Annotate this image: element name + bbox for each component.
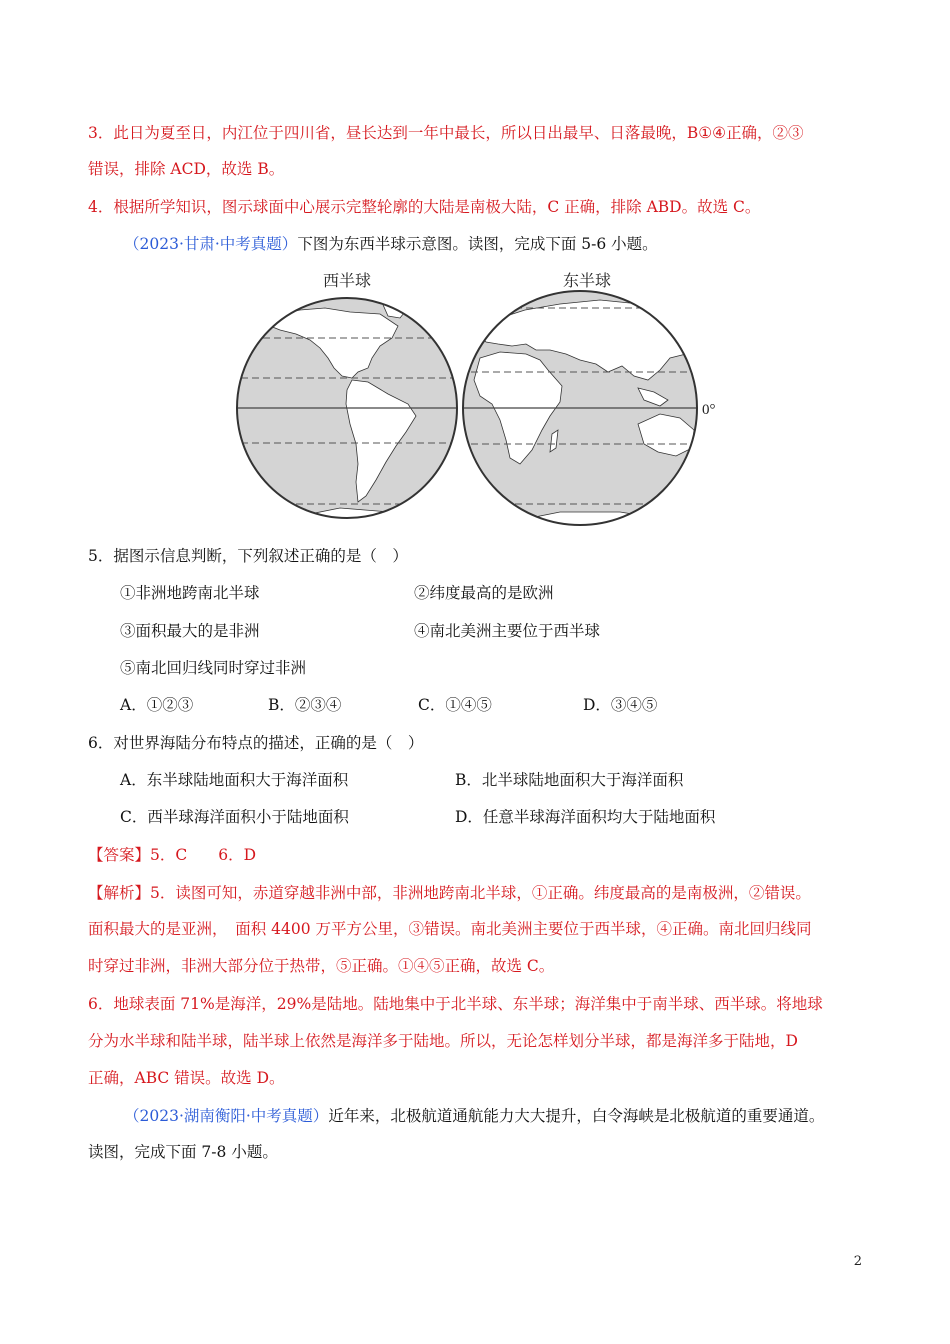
intro-7-8-text1: 近年来，北极航道通航能力大大提升，白令海峡是北极航道的重要通道。 [328,1107,825,1125]
west-hemisphere-label: 西半球 [322,273,372,290]
intro-5-6-source: （2023·甘肃·中考真题） [124,235,298,253]
q5-statement-2: ②纬度最高的是欧洲 [414,584,554,602]
q5-option-a: A．①②③ [120,696,194,714]
intro-7-8-line2: 读图，完成下面 7-8 小题。 [88,1143,278,1161]
answer-text: 5．C 6．D [150,846,257,864]
q5-statement-5: ⑤南北回归线同时穿过非洲 [120,659,307,677]
analysis-q5-line2: 面积最大的是亚洲， 面积 4400 万平方公里，③错误。南北美洲主要位于西半球，④正确。南北回归线同 [88,920,812,938]
q5-option-d: D．③④⑤ [583,696,658,714]
q5-stem: 5．据图示信息判断，下列叙述正确的是（ ） [88,547,408,565]
q5-statement-1: ①非洲地跨南北半球 [120,584,260,602]
q3-explanation-line2: 错误，排除 ACD，故选 B。 [88,160,285,178]
page-number: 2 [853,1254,862,1269]
q4-explanation: 4．根据所学知识，图示球面中心展示完整轮廓的大陆是南极大陆，C 正确，排除 ABD。故选 C。 [88,198,761,216]
q6-option-d: D．任意半球海洋面积均大于陆地面积 [455,808,716,826]
intro-5-6 [124,233,658,255]
intro-7-8-source: （2023·湖南衡阳·中考真题） [124,1107,329,1125]
analysis-q5-line1 [88,882,811,904]
analysis-label: 【解析】 [88,884,151,902]
answer-line [88,844,256,866]
analysis-q6-line2: 分为水半球和陆半球，陆半球上依然是海洋多于陆地。所以，无论怎样划分半球，都是海洋多于陆地，D [88,1032,798,1050]
analysis-q6-line1: 6．地球表面 71%是海洋，29%是陆地。陆地集中于北半球、东半球；海洋集中于南半球、西半球。将地球 [88,995,823,1013]
answer-label: 【答案】 [88,846,151,864]
q5-option-b: B．②③④ [268,696,342,714]
q6-stem: 6．对世界海陆分布特点的描述，正确的是（ ） [88,734,424,752]
east-hemisphere-label: 东半球 [562,273,612,290]
q3-explanation-line1: 3．此日为夏至日，内江位于四川省，昼长达到一年中最长，所以日出最早、日落最晚，B①④正确，②③ [88,124,804,142]
q5-option-c: C．①④⑤ [418,696,492,714]
equator-label: 0° [702,402,716,418]
q6-option-a: A．东半球陆地面积大于海洋面积 [120,771,349,789]
east-hemisphere [460,291,700,538]
q5-statement-4: ④南北美洲主要位于西半球 [414,622,601,640]
analysis-q5-line3: 时穿过非洲，非洲大部分位于热带，⑤正确。①④⑤正确，故选 C。 [88,957,555,975]
intro-5-6-text: 下图为东西半球示意图。读图，完成下面 5-6 小题。 [297,235,658,253]
analysis-q6-line3: 正确，ABC 错误。故选 D。 [88,1069,285,1087]
intro-7-8-line1 [124,1105,824,1127]
q5-statement-3: ③面积最大的是非洲 [120,622,260,640]
q6-option-b: B．北半球陆地面积大于海洋面积 [455,771,684,789]
analysis-q5-text1: 5．读图可知，赤道穿越非洲中部，非洲地跨南北半球，①正确。纬度最高的是南极洲，②错误。 [150,884,811,902]
antarctica-west-shape [280,508,420,538]
q6-option-c: C．西半球海洋面积小于陆地面积 [120,808,349,826]
hemispheres-map [230,268,730,538]
